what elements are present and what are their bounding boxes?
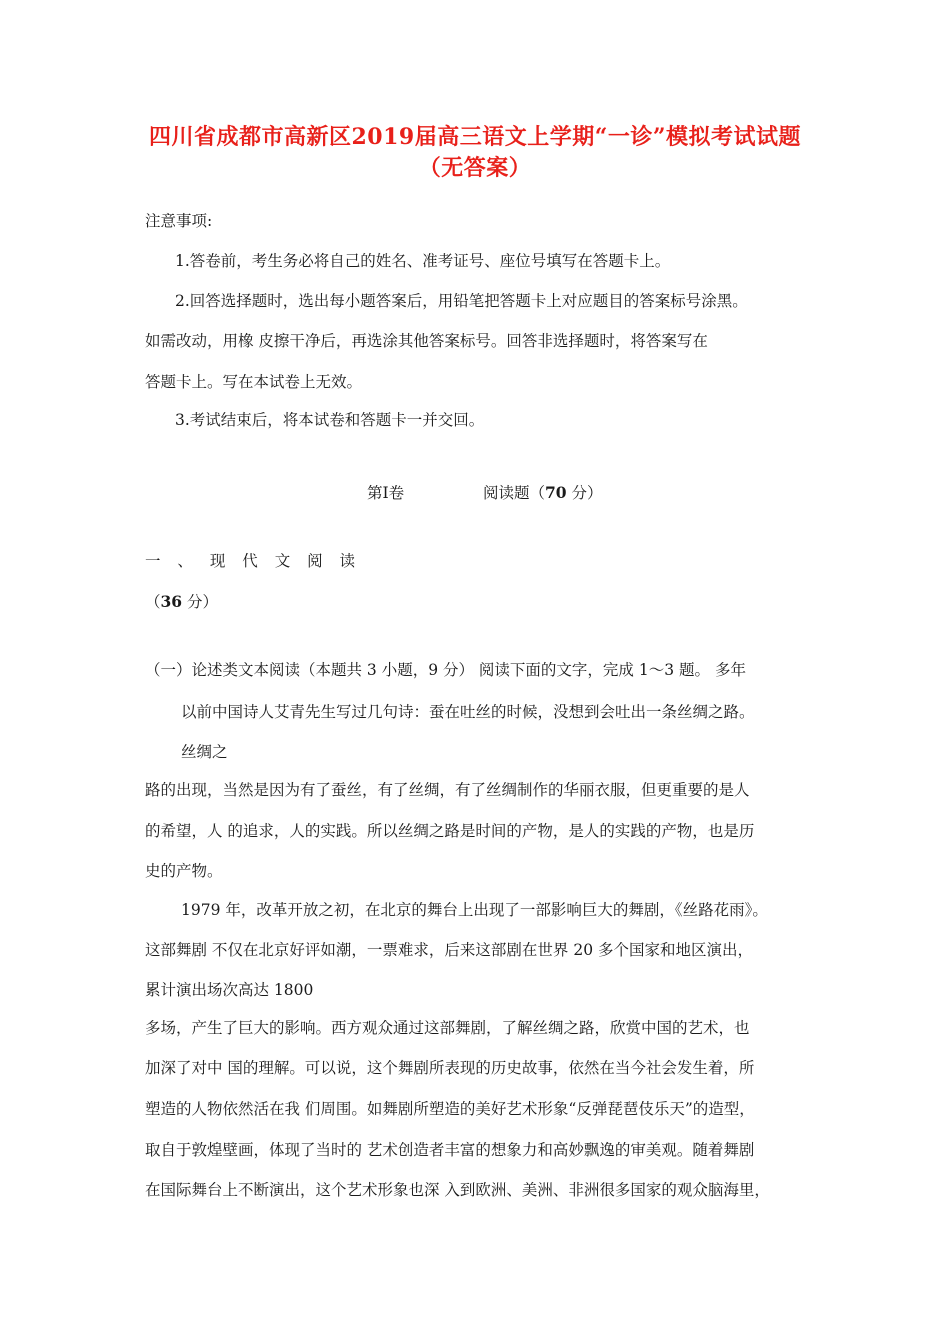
section-name xyxy=(483,481,603,503)
passage-line: 路的出现，当然是因为有了蚕丝，有了丝绸，有了丝绸制作的华丽衣服，但更重要的是人 xyxy=(145,781,750,799)
passage-line: 1979 年，改革开放之初，在北京的舞台上出现了一部影响巨大的舞剧，《丝路花雨》。 xyxy=(181,901,768,919)
notice-item-3: 3.考试结束后，将本试卷和答题卡一并交回。 xyxy=(175,411,485,429)
passage-line: 累计演出场次高达 1800 xyxy=(145,981,314,999)
notice-heading: 注意事项: xyxy=(145,212,213,230)
notice-item-2-end: 答题卡上。写在本试卷上无效。 xyxy=(145,373,363,391)
part-score-close: 分） xyxy=(182,593,219,611)
passage-line: 的希望，人 的追求，人的实践。所以丝绸之路是时间的产物，是人的实践的产物，也是历 xyxy=(145,822,755,840)
section-name-suffix: 分） xyxy=(566,484,603,502)
part-heading xyxy=(145,551,361,571)
part-score-open: （ xyxy=(145,593,161,611)
passage-line: 加深了对中 国的理解。可以说，这个舞剧所表现的历史故事，依然在当今社会发生着，所 xyxy=(145,1059,755,1077)
page-subtitle: （无答案） xyxy=(418,155,532,181)
part-heading-text: 一 、 现 代 文 阅 读 xyxy=(145,552,362,570)
passage-intro: （一）论述类文本阅读（本题共 3 小题，9 分） 阅读下面的文字，完成 1～3 题。 多年 xyxy=(145,661,746,679)
passage-line: 取自于敦煌壁画，体现了当时的 艺术创造者丰富的想象力和高妙飘逸的审美观。随着舞剧 xyxy=(145,1141,755,1159)
passage-line: 塑造的人物依然活在我 们周围。如舞剧所塑造的美好艺术形象“反弹琵琶伎乐天”的造型， xyxy=(145,1100,755,1118)
part-score-num: 36 xyxy=(160,592,183,611)
section-score: 70 xyxy=(545,483,567,502)
part-score xyxy=(145,592,218,612)
section-name-prefix: 阅读题（ xyxy=(483,484,546,502)
section-volume: 第Ⅰ卷 xyxy=(367,484,405,502)
passage-line: 史的产物。 xyxy=(145,862,223,880)
page-title: 四川省成都市高新区2019届高三语文上学期“一诊”模拟考试试题 xyxy=(148,124,802,150)
passage-line: 在国际舞台上不断演出，这个艺术形象也深 入到欧洲、美洲、非洲很多国家的观众脑海里， xyxy=(145,1181,770,1199)
passage-line: 这部舞剧 不仅在北京好评如潮，一票难求，后来这部剧在世界 20 多个国家和地区演出， xyxy=(145,941,754,959)
notice-item-2: 2.回答选择题时，选出每小题答案后，用铅笔把答题卡上对应题目的答案标号涂黑。 xyxy=(175,292,748,310)
passage-line: 丝绸之 xyxy=(181,743,228,761)
notice-item-1: 1.答卷前，考生务必将自己的姓名、准考证号、座位号填写在答题卡上。 xyxy=(175,252,671,270)
passage-line: 多场，产生了巨大的影响。西方观众通过这部舞剧，了解丝绸之路，欣赏中国的艺术，也 xyxy=(145,1019,750,1037)
passage-line: 以前中国诗人艾青先生写过几句诗：蚕在吐丝的时候，没想到会吐出一条丝绸之路。 xyxy=(181,703,755,721)
notice-item-2-cont: 如需改动，用橡 皮擦干净后，再选涂其他答案标号。回答非选择题时，将答案写在 xyxy=(145,332,708,350)
